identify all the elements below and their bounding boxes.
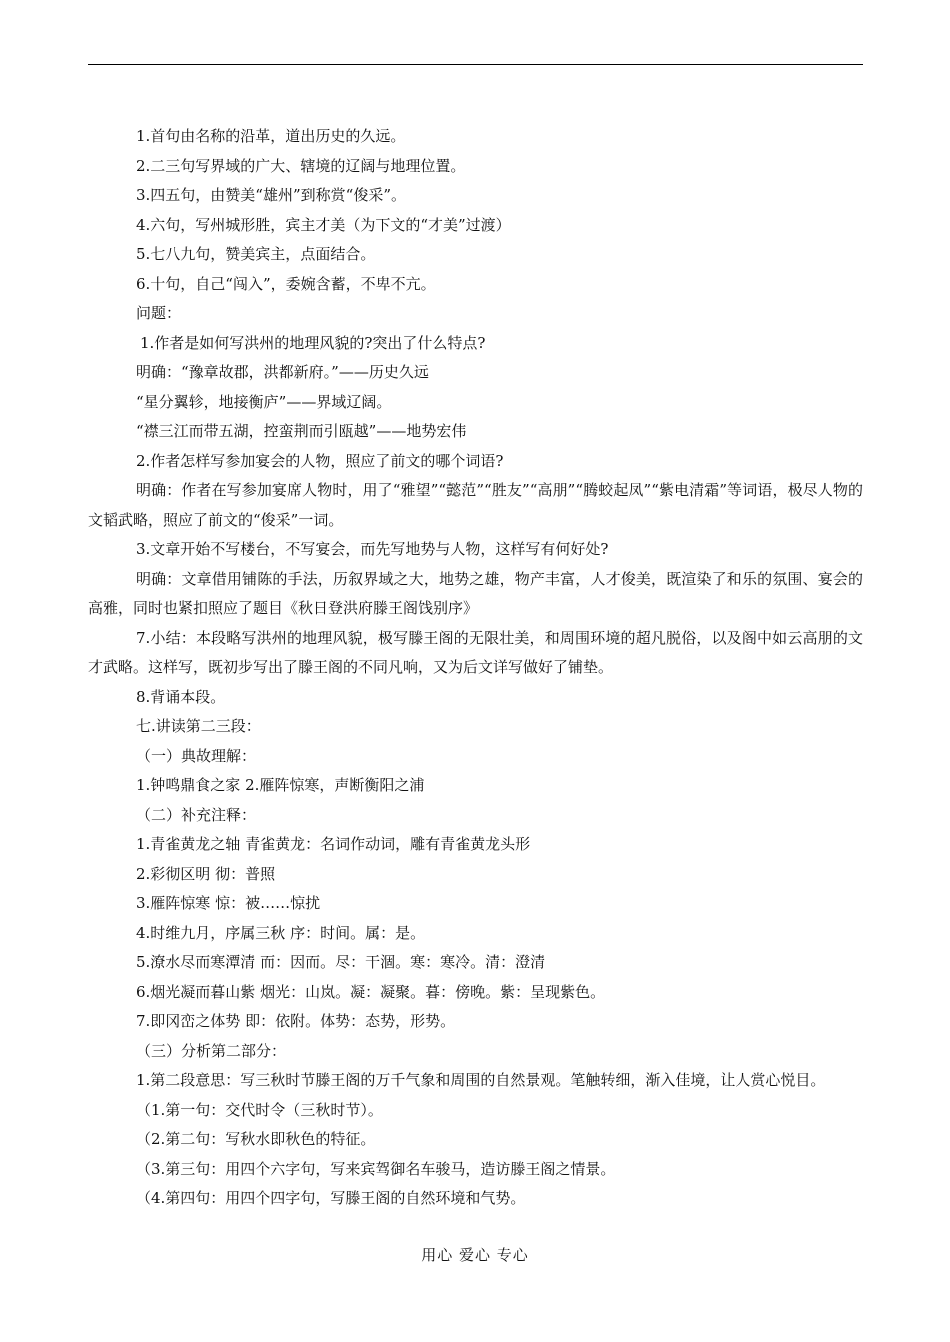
- question-line: 1.作者是如何写洪州的地理风貌的?突出了什么特点?: [140, 333, 486, 352]
- answer-paragraph: 明确：作者在写参加宴席人物时，用了“雅望”“懿范”“胜友”“高朋”“腾蛟起凤”“紫电清霜”等词语，极尽人物的文韬武略，照应了前文的“俊采”一词。: [88, 481, 863, 529]
- text-line: 4.六句，写州城形胜，宾主才美（为下文的“才美”过渡）: [136, 215, 511, 234]
- text-line: 8.背诵本段。: [136, 687, 226, 706]
- answer-line: 明确：“豫章故郡，洪都新府。”——历史久远: [136, 363, 429, 381]
- annotation-line: 1.青雀黄龙之轴 青雀黄龙：名词作动词，雕有青雀黄龙头形: [136, 835, 531, 853]
- annotation-line: 6.烟光凝而暮山紫 烟光：山岚。凝：凝聚。暮：傍晚。紫：呈现紫色。: [136, 982, 606, 1001]
- annotation-line: 3.雁阵惊寒 惊：被……惊扰: [136, 894, 321, 912]
- answer-paragraph: 明确：文章借用铺陈的手法，历叙界域之大，地势之雄，物产丰富，人才俊美，既渲染了和乐的氛围、宴会的高雅，同时也紧扣照应了题目《秋日登洪府滕王阁饯别序》: [88, 569, 863, 617]
- header-rule: [88, 64, 863, 65]
- annotation-line: 5.潦水尽而寒潭清 而：因而。尽：干涸。寒：寒冷。清：澄清: [136, 953, 546, 971]
- text-line: 3.四五句，由赞美“雄州”到称赏“俊采”。: [136, 186, 406, 204]
- text-line: （4.第四句：用四个四字句，写滕王阁的自然环境和气势。: [136, 1189, 526, 1207]
- section-heading: 七.讲读第二三段：: [136, 717, 261, 735]
- document-body: [88, 122, 863, 1214]
- subsection-heading: （三）分析第二部分：: [136, 1041, 287, 1060]
- text-line: 6.十句，自己“闯入”，委婉含蓄，不卑不亢。: [136, 274, 436, 293]
- text-line: （3.第三句：用四个六字句，写来宾驾御名车骏马，造访滕王阁之情景。: [136, 1159, 616, 1178]
- text-line: 5.七八九句，赞美宾主，点面结合。: [136, 245, 376, 263]
- subsection-heading: （一）典故理解：: [136, 746, 257, 765]
- question-line: 2.作者怎样写参加宴会的人物，照应了前文的哪个词语?: [136, 451, 504, 470]
- answer-line: “襟三江而带五湖，控蛮荆而引瓯越”——地势宏伟: [136, 422, 467, 440]
- annotation-line: 7.即冈峦之体势 即：依附。体势：态势，形势。: [136, 1012, 456, 1030]
- annotation-line: 4.时维九月，序属三秋 序：时间。属：是。: [136, 923, 426, 942]
- page-footer: 用心 爱心 专心: [421, 1246, 529, 1264]
- annotation-line: 2.彩彻区明 彻：普照: [136, 864, 276, 883]
- section-label: 问题：: [136, 304, 182, 322]
- subsection-heading: （二）补充注释：: [136, 805, 257, 824]
- text-line: （1.第一句：交代时令（三秋时节）。: [136, 1100, 383, 1119]
- text-line: 2.二三句写界域的广大、辖境的辽阔与地理位置。: [136, 156, 466, 175]
- text-line: 1.第二段意思：写三秋时节滕王阁的万千气象和周围的自然景观。笔触转细，渐入佳境，让人赏心悦目。: [136, 1071, 826, 1089]
- text-line: （2.第二句：写秋水即秋色的特征。: [136, 1130, 376, 1148]
- summary-paragraph: 7.小结：本段略写洪州的地理风貌，极写滕王阁的无限壮美，和周围环境的超凡脱俗，以及阁中如云高朋的文才武略。这样写，既初步写出了滕王阁的不同凡响，又为后文详写做好了铺垫。: [88, 628, 863, 676]
- answer-line: “星分翼轸，地接衡庐”——界域辽阔。: [136, 392, 392, 411]
- question-line: 3.文章开始不写楼台，不写宴会，而先写地势与人物，这样写有何好处?: [136, 540, 609, 558]
- text-line: 1.首句由名称的沿革，道出历史的久远。: [136, 127, 406, 145]
- text-line: 1.钟鸣鼎食之家 2.雁阵惊寒，声断衡阳之浦: [136, 776, 425, 794]
